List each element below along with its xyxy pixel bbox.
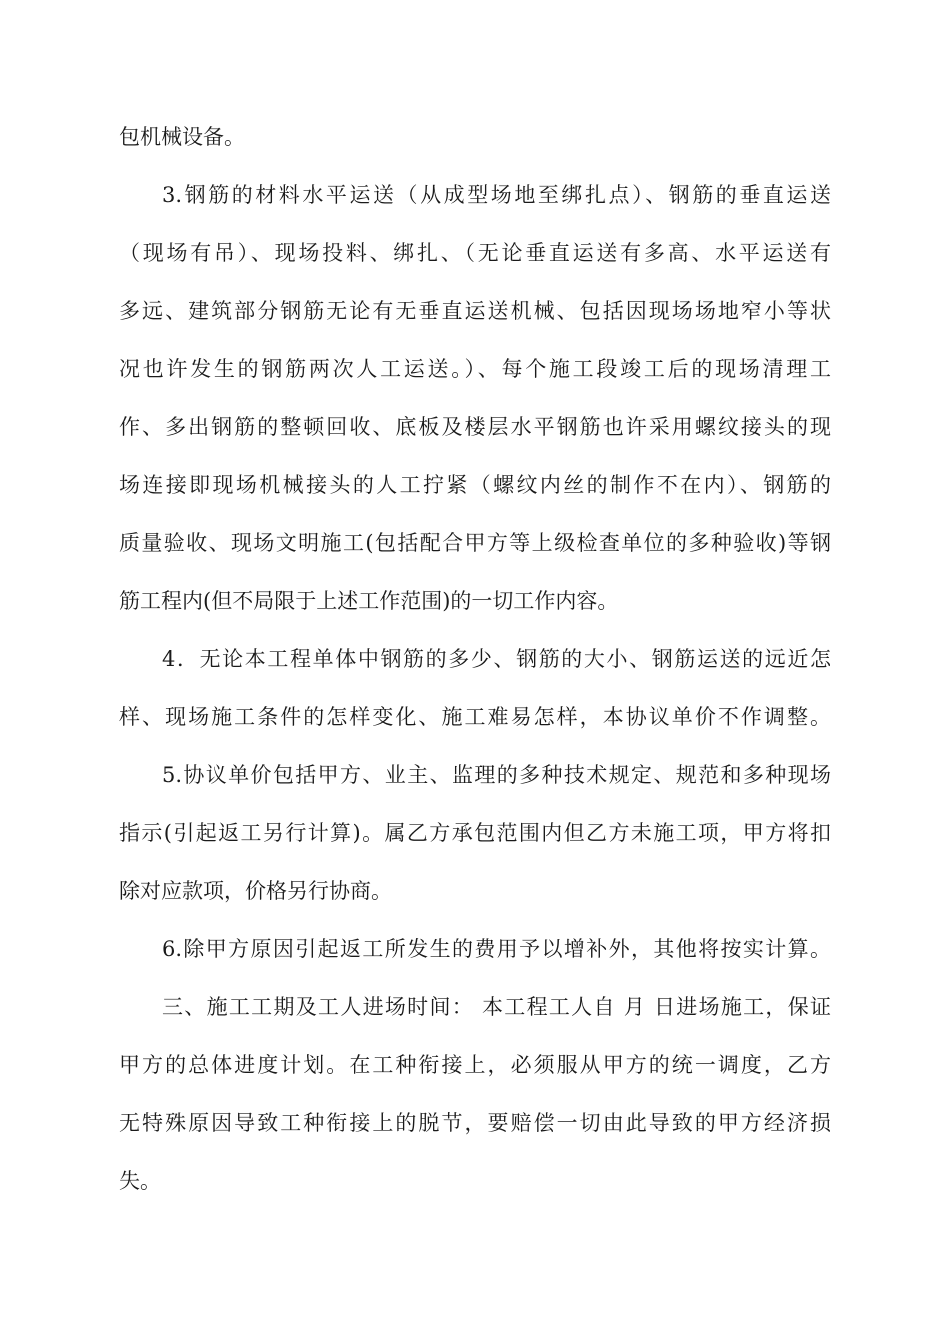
text-line: 除对应款项，价格另行协商。	[119, 879, 392, 903]
text-line: 况也许发生的钢筋两次人工运送。）、每个施工段竣工后的现场清理工	[119, 357, 831, 381]
text-line: 筋工程内(但不局限于上述工作范围)的一切工作内容。	[119, 589, 619, 613]
text-line: 5.协议单价包括甲方、业主、监理的多种技术规定、规范和多种现场	[162, 763, 831, 787]
text-line: 样、现场施工条件的怎样变化、施工难易怎样，本协议单价不作调整。	[119, 705, 831, 729]
text-line: 指示(引起返工另行计算)。属乙方承包范围内但乙方未施工项，甲方将扣	[119, 821, 831, 845]
text-line: 6.除甲方原因引起返工所发生的费用予以增补外，其他将按实计算。	[162, 937, 831, 961]
text-line: 作、多出钢筋的整顿回收、底板及楼层水平钢筋也许采用螺纹接头的现	[119, 415, 831, 439]
text-line: 包机械设备。	[119, 125, 245, 149]
text-line: 4．无论本工程单体中钢筋的多少、钢筋的大小、钢筋运送的远近怎	[162, 647, 831, 671]
text-line: 无特殊原因导致工种衔接上的脱节，要赔偿一切由此导致的甲方经济损	[119, 1111, 831, 1135]
text-line: （现场有吊）、现场投料、绑扎、（无论垂直运送有多高、水平运送有	[119, 241, 831, 265]
text-line: 3.钢筋的材料水平运送（从成型场地至绑扎点）、钢筋的垂直运送	[162, 183, 831, 207]
text-line: 多远、建筑部分钢筋无论有无垂直运送机械、包括因现场场地窄小等状	[119, 299, 831, 323]
text-line: 质量验收、现场文明施工(包括配合甲方等上级检查单位的多种验收)等钢	[119, 531, 831, 555]
text-line: 失。	[119, 1169, 161, 1193]
text-line: 三、施工工期及工人进场时间： 本工程工人自 月 日进场施工，保证	[162, 995, 831, 1019]
text-line: 场连接即现场机械接头的人工拧紧（螺纹内丝的制作不在内）、钢筋的	[119, 473, 831, 497]
text-line: 甲方的总体进度计划。在工种衔接上，必须服从甲方的统一调度，乙方	[119, 1053, 831, 1077]
